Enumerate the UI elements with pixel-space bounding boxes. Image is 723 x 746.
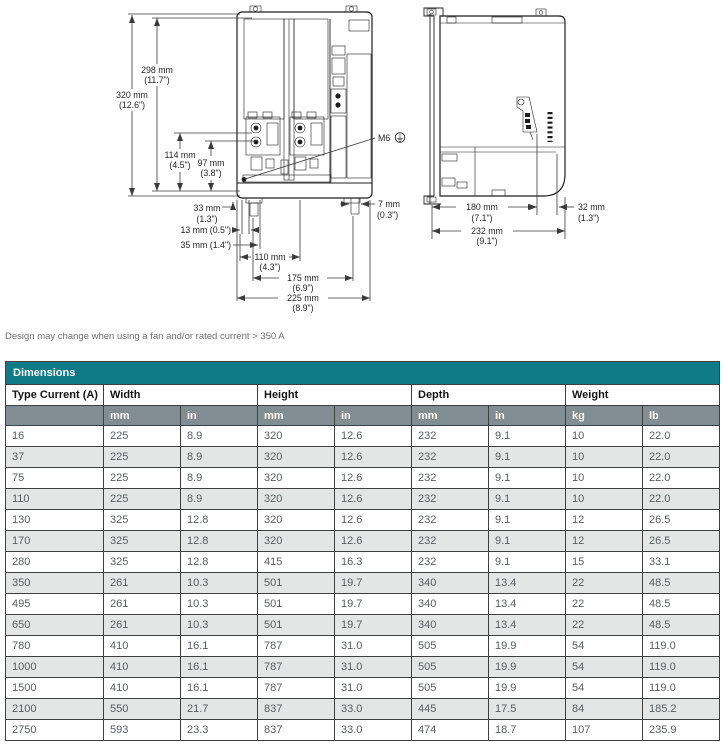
cell-type-current: 75 xyxy=(6,468,104,489)
cell-depth-mm: 232 xyxy=(412,531,489,552)
cell-weight-lb: 22.0 xyxy=(643,447,720,468)
cell-weight-kg: 54 xyxy=(566,678,643,699)
cell-height-mm: 501 xyxy=(258,594,335,615)
table-row xyxy=(6,657,720,678)
cell-weight-kg: 12 xyxy=(566,531,643,552)
cell-weight-kg: 22 xyxy=(566,594,643,615)
unit-header-lb: lb xyxy=(643,406,720,426)
cell-height-in: 12.6 xyxy=(335,531,412,552)
table-row xyxy=(6,594,720,615)
cell-depth-mm: 505 xyxy=(412,657,489,678)
cell-depth-mm: 445 xyxy=(412,699,489,720)
cell-weight-kg: 10 xyxy=(566,489,643,510)
cell-weight-kg: 22 xyxy=(566,573,643,594)
cell-height-in: 12.6 xyxy=(335,489,412,510)
unit-header-in: in xyxy=(489,406,566,426)
cell-width-in: 12.8 xyxy=(181,510,258,531)
dim-label-180mm: 180 mm xyxy=(466,202,498,212)
table-row xyxy=(6,699,720,720)
cell-depth-mm: 505 xyxy=(412,636,489,657)
cell-width-mm: 261 xyxy=(104,594,181,615)
table-row xyxy=(6,531,720,552)
cell-width-mm: 410 xyxy=(104,657,181,678)
dim-label-7mm: 7 mm xyxy=(378,199,400,209)
table-row xyxy=(6,636,720,657)
cell-depth-mm: 340 xyxy=(412,594,489,615)
cell-depth-in: 9.1 xyxy=(489,510,566,531)
cell-type-current: 780 xyxy=(6,636,104,657)
table-body xyxy=(6,426,720,741)
dim-label-175in: (6.9") xyxy=(292,283,314,293)
cell-width-mm: 261 xyxy=(104,573,181,594)
cell-weight-kg: 84 xyxy=(566,699,643,720)
col-header-width: Width xyxy=(104,385,258,406)
cell-depth-mm: 232 xyxy=(412,489,489,510)
cell-height-in: 31.0 xyxy=(335,678,412,699)
cell-weight-lb: 48.5 xyxy=(643,594,720,615)
cell-weight-lb: 48.5 xyxy=(643,573,720,594)
cell-height-mm: 501 xyxy=(258,615,335,636)
cell-height-mm: 787 xyxy=(258,657,335,678)
dim-label-35mm: 35 mm (1.4") xyxy=(180,240,231,250)
cell-height-in: 19.7 xyxy=(335,594,412,615)
cell-depth-mm: 340 xyxy=(412,615,489,636)
cell-height-in: 31.0 xyxy=(335,636,412,657)
cell-height-mm: 320 xyxy=(258,510,335,531)
dim-label-180in: (7.1") xyxy=(471,213,493,223)
cell-height-mm: 837 xyxy=(258,720,335,741)
cell-weight-kg: 10 xyxy=(566,426,643,447)
cell-weight-lb: 33.1 xyxy=(643,552,720,573)
cell-height-in: 12.6 xyxy=(335,426,412,447)
cell-height-mm: 837 xyxy=(258,699,335,720)
cell-width-in: 16.1 xyxy=(181,657,258,678)
cell-depth-mm: 232 xyxy=(412,468,489,489)
cell-width-mm: 325 xyxy=(104,510,181,531)
cell-depth-mm: 232 xyxy=(412,447,489,468)
cell-type-current: 650 xyxy=(6,615,104,636)
cell-height-mm: 320 xyxy=(258,531,335,552)
cell-depth-in: 18.7 xyxy=(489,720,566,741)
dim-label-298in: (11.7") xyxy=(144,75,170,85)
cell-weight-lb: 119.0 xyxy=(643,678,720,699)
cell-weight-lb: 119.0 xyxy=(643,636,720,657)
unit-header-mm: mm xyxy=(258,406,335,426)
cell-width-in: 16.1 xyxy=(181,636,258,657)
cell-weight-kg: 54 xyxy=(566,636,643,657)
design-note: Design may change when using a fan and/or rated current > 350 A xyxy=(5,331,285,342)
side-view xyxy=(424,8,565,204)
dim-label-232mm: 232 mm xyxy=(471,226,503,236)
dim-label-97mm: 97 mm xyxy=(197,158,225,168)
cell-type-current: 130 xyxy=(6,510,104,531)
dim-label-7in: (0.3") xyxy=(377,210,399,220)
unit-header-blank xyxy=(6,406,104,426)
dim-label-232in: (9.1") xyxy=(476,236,498,246)
cell-depth-in: 9.1 xyxy=(489,426,566,447)
cell-depth-in: 13.4 xyxy=(489,615,566,636)
dimensions-table xyxy=(5,361,720,741)
dim-label-32mm: 32 mm xyxy=(578,202,605,212)
dim-label-225mm: 225 mm xyxy=(287,293,319,303)
cell-width-in: 8.9 xyxy=(181,426,258,447)
cell-width-in: 8.9 xyxy=(181,489,258,510)
dim-label-97in: (3.8") xyxy=(200,168,222,178)
cell-width-in: 10.3 xyxy=(181,594,258,615)
cell-weight-kg: 54 xyxy=(566,657,643,678)
cell-height-in: 12.6 xyxy=(335,510,412,531)
dim-label-13mm: 13 mm (0.5") xyxy=(180,225,231,235)
cell-depth-in: 9.1 xyxy=(489,552,566,573)
cell-weight-lb: 235.9 xyxy=(643,720,720,741)
cell-weight-lb: 22.0 xyxy=(643,468,720,489)
unit-header-in: in xyxy=(181,406,258,426)
dim-label-298mm: 298 mm xyxy=(141,65,173,75)
table-row xyxy=(6,510,720,531)
cell-width-in: 8.9 xyxy=(181,468,258,489)
cell-depth-in: 19.9 xyxy=(489,657,566,678)
cell-depth-in: 9.1 xyxy=(489,468,566,489)
unit-header-in: in xyxy=(335,406,412,426)
cell-width-mm: 225 xyxy=(104,489,181,510)
cell-depth-mm: 505 xyxy=(412,678,489,699)
cell-height-mm: 320 xyxy=(258,489,335,510)
cell-width-in: 8.9 xyxy=(181,447,258,468)
cell-weight-kg: 107 xyxy=(566,720,643,741)
cell-width-in: 10.3 xyxy=(181,615,258,636)
cell-height-in: 12.6 xyxy=(335,468,412,489)
col-header-type-current: Type Current (A) xyxy=(6,385,104,406)
cell-type-current: 1500 xyxy=(6,678,104,699)
table-row xyxy=(6,447,720,468)
cell-weight-kg: 15 xyxy=(566,552,643,573)
table-row xyxy=(6,426,720,447)
cell-width-in: 12.8 xyxy=(181,531,258,552)
cell-weight-lb: 185.2 xyxy=(643,699,720,720)
cell-height-in: 33.0 xyxy=(335,720,412,741)
cell-type-current: 280 xyxy=(6,552,104,573)
cell-height-mm: 320 xyxy=(258,447,335,468)
cell-type-current: 2100 xyxy=(6,699,104,720)
cell-weight-lb: 26.5 xyxy=(643,531,720,552)
cell-height-in: 31.0 xyxy=(335,657,412,678)
cell-width-mm: 225 xyxy=(104,447,181,468)
col-header-height: Height xyxy=(258,385,412,406)
dimension-drawing xyxy=(0,0,723,325)
unit-header-mm: mm xyxy=(104,406,181,426)
cell-weight-lb: 22.0 xyxy=(643,426,720,447)
cell-depth-in: 9.1 xyxy=(489,447,566,468)
cell-height-in: 12.6 xyxy=(335,447,412,468)
cell-height-in: 16.3 xyxy=(335,552,412,573)
cell-width-mm: 550 xyxy=(104,699,181,720)
table-row xyxy=(6,678,720,699)
col-header-weight: Weight xyxy=(566,385,720,406)
cell-type-current: 37 xyxy=(6,447,104,468)
cell-weight-kg: 10 xyxy=(566,468,643,489)
cell-width-in: 21.7 xyxy=(181,699,258,720)
cell-weight-kg: 22 xyxy=(566,615,643,636)
dim-label-33mm: 33 mm xyxy=(193,203,221,213)
cell-height-mm: 320 xyxy=(258,426,335,447)
table-row xyxy=(6,573,720,594)
cell-weight-kg: 12 xyxy=(566,510,643,531)
dim-label-110in: (4.3") xyxy=(259,262,281,272)
cell-width-in: 10.3 xyxy=(181,573,258,594)
cell-type-current: 16 xyxy=(6,426,104,447)
cell-width-in: 23.3 xyxy=(181,720,258,741)
cell-width-mm: 325 xyxy=(104,531,181,552)
dim-label-175mm: 175 mm xyxy=(287,273,319,283)
table-row xyxy=(6,615,720,636)
cell-height-mm: 501 xyxy=(258,573,335,594)
cell-depth-in: 9.1 xyxy=(489,531,566,552)
cell-depth-mm: 232 xyxy=(412,426,489,447)
dim-label-320mm: 320 mm xyxy=(116,90,148,100)
cell-type-current: 170 xyxy=(6,531,104,552)
col-header-depth: Depth xyxy=(412,385,566,406)
dim-label-225in: (8.9") xyxy=(292,303,314,313)
cell-type-current: 2750 xyxy=(6,720,104,741)
unit-header-mm: mm xyxy=(412,406,489,426)
cell-depth-mm: 340 xyxy=(412,573,489,594)
cell-width-mm: 325 xyxy=(104,552,181,573)
cell-type-current: 110 xyxy=(6,489,104,510)
cell-depth-in: 19.9 xyxy=(489,678,566,699)
cell-height-mm: 787 xyxy=(258,678,335,699)
cell-type-current: 495 xyxy=(6,594,104,615)
table-row xyxy=(6,489,720,510)
cell-type-current: 1000 xyxy=(6,657,104,678)
cell-depth-in: 13.4 xyxy=(489,573,566,594)
cell-height-mm: 787 xyxy=(258,636,335,657)
cell-height-mm: 415 xyxy=(258,552,335,573)
table-title: Dimensions xyxy=(6,362,720,385)
cell-width-mm: 225 xyxy=(104,468,181,489)
dim-label-33in: (1.3") xyxy=(196,214,218,224)
dim-label-114in: (4.5") xyxy=(169,160,191,170)
dim-label-32in: (1.3") xyxy=(578,213,600,223)
table-row xyxy=(6,468,720,489)
cell-weight-lb: 26.5 xyxy=(643,510,720,531)
cell-weight-lb: 22.0 xyxy=(643,489,720,510)
cell-width-mm: 410 xyxy=(104,636,181,657)
cell-height-in: 19.7 xyxy=(335,615,412,636)
cell-depth-in: 19.9 xyxy=(489,636,566,657)
cell-weight-lb: 119.0 xyxy=(643,657,720,678)
cell-depth-in: 9.1 xyxy=(489,489,566,510)
cell-width-in: 12.8 xyxy=(181,552,258,573)
front-view xyxy=(237,6,375,216)
dim-label-114mm: 114 mm xyxy=(164,150,196,160)
cell-width-mm: 410 xyxy=(104,678,181,699)
table-row xyxy=(6,720,720,741)
cell-type-current: 350 xyxy=(6,573,104,594)
cell-width-mm: 225 xyxy=(104,426,181,447)
cell-depth-in: 17.5 xyxy=(489,699,566,720)
cell-depth-mm: 474 xyxy=(412,720,489,741)
cell-width-mm: 593 xyxy=(104,720,181,741)
cell-height-in: 33.0 xyxy=(335,699,412,720)
cell-width-in: 16.1 xyxy=(181,678,258,699)
cell-width-mm: 261 xyxy=(104,615,181,636)
cell-height-mm: 320 xyxy=(258,468,335,489)
cell-depth-mm: 232 xyxy=(412,510,489,531)
unit-header-kg: kg xyxy=(566,406,643,426)
cell-height-in: 19.7 xyxy=(335,573,412,594)
table-row xyxy=(6,552,720,573)
cell-weight-lb: 48.5 xyxy=(643,615,720,636)
cell-weight-kg: 10 xyxy=(566,447,643,468)
screw-label-m6: M6 xyxy=(378,133,391,143)
dim-label-320in: (12.6") xyxy=(118,100,146,110)
dim-label-110mm: 110 mm xyxy=(254,252,286,262)
cell-depth-in: 13.4 xyxy=(489,594,566,615)
cell-depth-mm: 232 xyxy=(412,552,489,573)
